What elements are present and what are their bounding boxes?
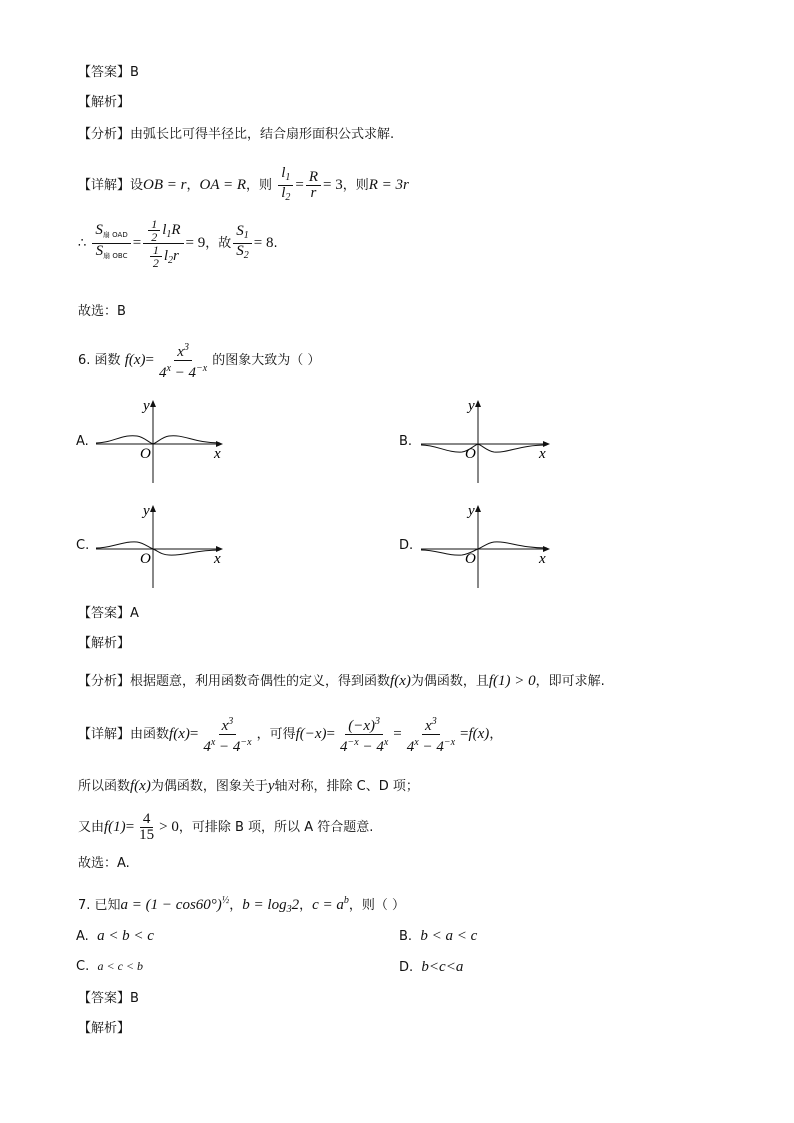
xiangjie-tag: 【详解】 (78, 178, 131, 193)
text: ，可排除 B 项，所以 A 符合题意. (178, 820, 374, 835)
q6-analysis-heading: 【解析】 (78, 636, 131, 651)
math-fx: f(x) (124, 352, 146, 368)
math-c-def: $c = a^b$ (312, 895, 349, 913)
frac-big: $\frac{1}{2}$ $l_1R$ $\frac{1}{2}$ $l_2r$ (143, 218, 183, 269)
q6-choose: 故选：A. (78, 856, 130, 871)
math-y: y (267, 778, 275, 794)
q7-choice-a[interactable] (76, 928, 154, 945)
text: ， (186, 178, 200, 193)
axis-label-x: x (214, 551, 221, 567)
text: ，则 (246, 178, 273, 193)
text: 6. 函数 (78, 353, 121, 368)
math-f-negx: f(−x) (295, 726, 327, 742)
math-fx: f(x) (169, 726, 190, 742)
q5-answer: 【答案】B (78, 65, 139, 80)
option-b-letter: B. (399, 434, 413, 449)
math-b-def: $b = \log_32$ (242, 897, 300, 915)
curve (96, 436, 220, 444)
origin-label: O (465, 551, 476, 567)
axis-label-x: x (539, 446, 546, 462)
math-fx: f(x) (130, 778, 151, 794)
q5-detail-line1: 【详解】设OB = r，OA = R，则 $\frac{l_1}{l_2}$ = $\frac{R}{r}$ = 3，则R = 3r (78, 165, 409, 203)
math-f1: f(1) (104, 819, 126, 835)
text: 为偶函数，且 (410, 674, 489, 689)
choice-letter: C. (76, 959, 90, 974)
text: 根据题意，利用函数奇偶性的定义，得到函数 (130, 674, 391, 689)
text: . (273, 236, 278, 251)
option-c-letter: C. (76, 538, 90, 553)
frac-S1-S2: $\frac{S_1}{S_2}$ (233, 224, 252, 263)
axis-label-y: y (468, 398, 475, 414)
choice-letter: B. (399, 929, 413, 944)
q6-even-line (78, 777, 419, 796)
text: ，可得 (256, 727, 296, 742)
math-ob: OB = r (143, 177, 187, 193)
q6-stem: 6. 函数 f(x)= $\frac{x^3}{4^x - 4^{-x}}$ 的图象大致为（ ） (78, 342, 321, 381)
q5-analysis-heading: 【解析】 (78, 95, 131, 110)
q5-choose: 故选：B (78, 304, 126, 319)
text: 又由 (78, 820, 105, 835)
choice-letter: A. (76, 929, 89, 944)
choice-letter: D. (399, 960, 414, 975)
q6-answer: 【答案】A (78, 606, 139, 621)
math-a-def: $a = (1 - \cos 60^\circ)^{\frac{1}{2}}$ (120, 895, 230, 913)
q7-analysis-heading: 【解析】 (78, 1021, 131, 1036)
text: ，则 (342, 178, 369, 193)
q7-choice-c[interactable] (76, 959, 143, 974)
text: 由函数 (130, 727, 170, 742)
math-oa: OA = R (199, 177, 247, 193)
math-fx: f(x) (390, 673, 411, 689)
q6-fenxi (78, 672, 605, 691)
math-fx: f(x) (468, 726, 490, 742)
axis-label-x: x (214, 446, 221, 462)
text: 7. 已知 (78, 898, 121, 913)
option-c-graph (92, 500, 242, 590)
choice-text: b < a < c (420, 928, 478, 944)
fenxi-tag: 【分析】 (78, 674, 131, 689)
option-d-letter: D. (399, 538, 414, 553)
text: ， (489, 727, 503, 742)
axis-label-y: y (143, 503, 150, 519)
option-a-letter: A. (76, 434, 89, 449)
math-R3r: R = 3r (368, 177, 409, 193)
text: 轴对称，排除 C、D 项； (274, 779, 419, 794)
axis-label-x: x (539, 551, 546, 567)
text: 为偶函数，图象关于 (150, 779, 268, 794)
text: 的图象大致为（ ） (212, 353, 321, 368)
frac-fx-def2: $\frac{x^3}{4^x - 4^{-x}}$ (406, 716, 456, 755)
choice-text: b<c<a (421, 959, 464, 975)
q5-detail-line2: ∴ $\frac{S_{扇 OAD}}{S_{扇 OBC}}$ = $\frac{1}{2}$ $l_1R$ $\frac{1}{2}$ $l_2r$ = 9，故 $\frac{S_1}{S_2}$ = 8. (78, 217, 278, 270)
frac-fx-def: $\frac{x^3}{4^x - 4^{-x}}$ (203, 716, 252, 755)
therefore-sign: ∴ (78, 236, 87, 251)
q6-also-line: 又由f(1)= $\frac{4}{15}$ > 0，可排除 B 项，所以 A 符合题意. (78, 811, 374, 843)
frac-l1-l2: $\frac{l_1}{l_2}$ (278, 166, 293, 205)
choice-text: a < c < b (97, 959, 144, 973)
option-d-graph (417, 500, 567, 590)
math-eq8: = 8 (253, 235, 274, 251)
origin-label: O (140, 446, 151, 462)
text: ，则（ ） (348, 898, 406, 913)
q5-fenxi (78, 126, 394, 144)
xiangjie-tag: 【详解】 (78, 727, 131, 742)
q7-choice-b[interactable] (399, 928, 477, 945)
q6-detail: 【详解】由函数f(x)= $\frac{x^3}{4^x - 4^{-x}}$ ，可得f(−x)= $\frac{(-x)^3}{4^{-x} - 4^x}$ = $\frac{x^3}{4^x - 4^{-x}}$ =f(x)， (78, 716, 503, 755)
option-b-graph (417, 395, 567, 485)
axis-label-y: y (468, 503, 475, 519)
curve (421, 444, 547, 452)
frac-R-r: $\frac{R}{r}$ (306, 170, 321, 201)
math-eq9: = 9 (185, 235, 206, 251)
origin-label: O (140, 551, 151, 567)
fenxi-tag: 【分析】 (78, 127, 131, 142)
frac-neg: $\frac{(-x)^3}{4^{-x} - 4^x}$ (340, 716, 389, 755)
text: 所以函数 (78, 779, 131, 794)
text: ，故 (205, 236, 232, 251)
math-eq3: = 3 (323, 177, 343, 193)
origin-label: O (465, 446, 476, 462)
text: 设 (130, 178, 144, 193)
frac-4-15: $\frac{4}{15}$ (139, 811, 155, 843)
q7-stem: 7. 已知$a = (1 - \cos 60^\circ)^{\frac{1}{2}}$，$b = \log_32$，$c = a^b$，则（ ） (78, 895, 406, 915)
q7-choice-d[interactable] (399, 959, 463, 976)
frac-fx-def: $\frac{x^3}{4^x - 4^{-x}}$ (158, 342, 208, 381)
q7-answer: 【答案】B (78, 991, 139, 1006)
fenxi-text: 由弧长比可得半径比，结合扇形面积公式求解. (130, 127, 395, 142)
option-a-graph (92, 395, 242, 485)
choice-text: a < b < c (97, 928, 154, 944)
frac-area-ratio: $\frac{S_{扇 OAD}}{S_{扇 OBC}}$ (92, 223, 130, 264)
axis-label-y: y (143, 398, 150, 414)
text: ，即可求解. (535, 674, 605, 689)
math-f1-pos: f(1) > 0 (488, 673, 536, 689)
